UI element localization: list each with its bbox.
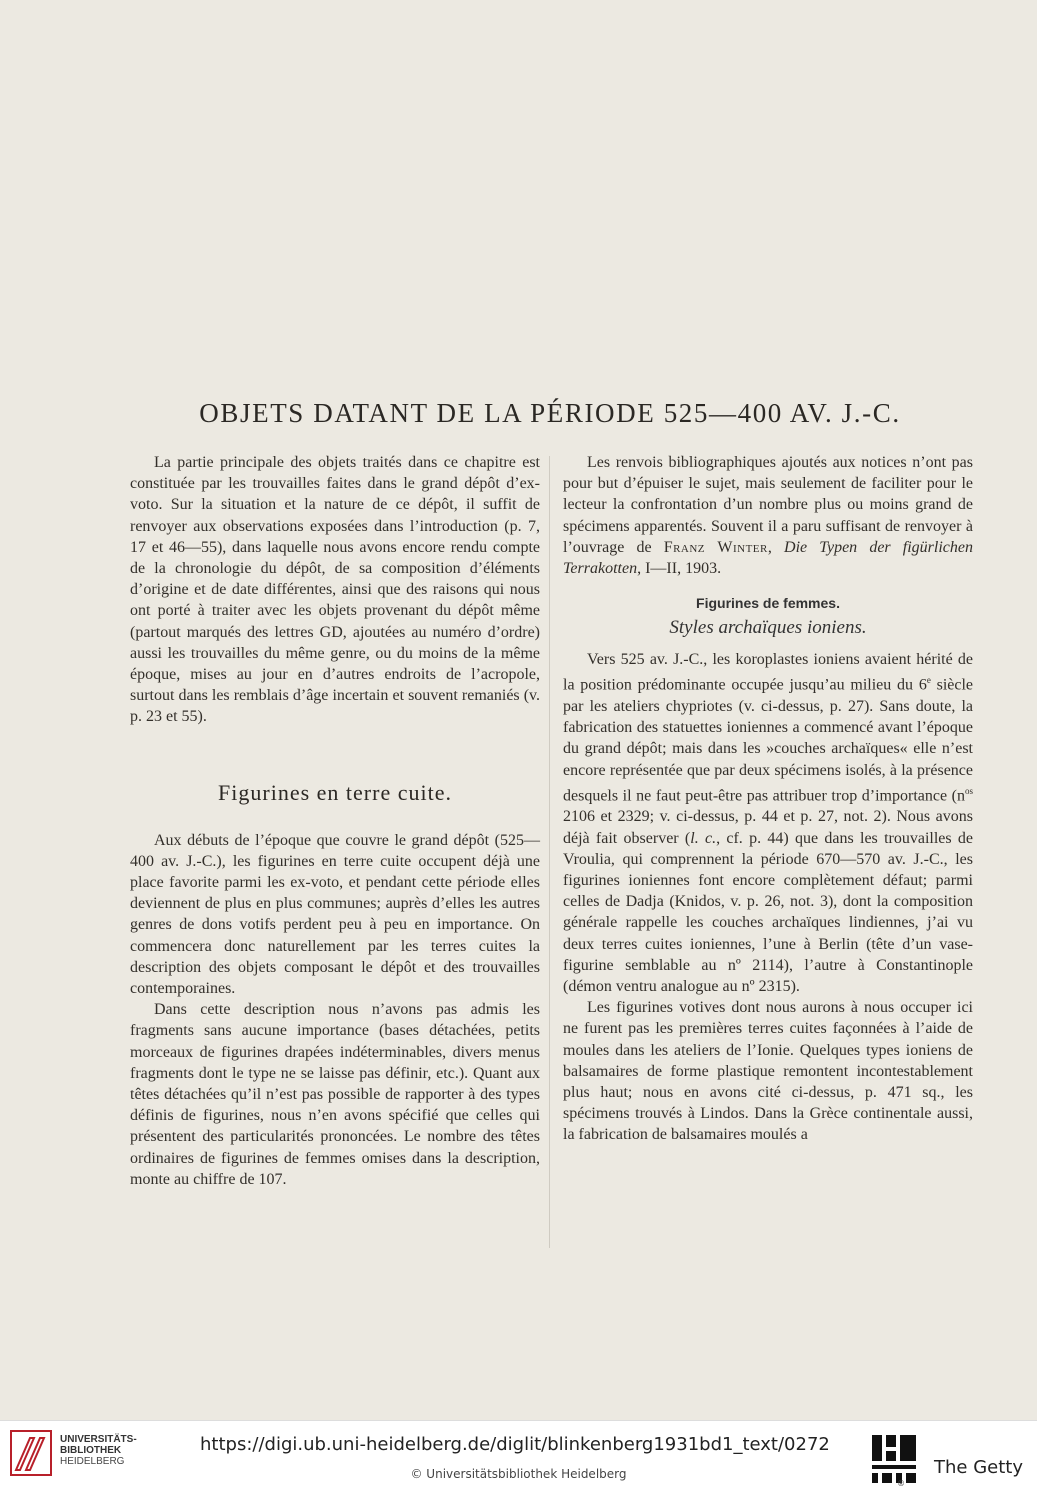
getty-logo-icon [872, 1435, 916, 1483]
ionian-paragraph: Vers 525 av. J.-C., les koroplastes ioniens avaient hérité de la position prédominante occupée jusqu’au milieu du 6e siècle par les ateliers chypriotes (v. ci-dessus, p. 27). Sans doute, la fabrication des statuettes ioniennes a commencé avant l’époque du grand dépôt; mais dans les »couches archaïques« elle n’est encore représentée que par deux spécimens isolés, à la présence desquels il ne faut peut-être pas attribuer trop d’importance ($n^{os}$ 2106 et 2329; v. ci-dessus, p. 44 et p. 27, not. 2). Nous avons déjà fait observer (l. c., cf. p. 44) que dans les trouvailles de Vroulia, qui comprennent la période 670—570 av. J.-C., les figurines ioniennes font encore complètement défaut; parmi celles de Dadja (Knidos, v. p. 26, not. 3), dont la composition générale rappelle les couches archaïques lindiennes, j’ai vu deux terres cuites ioniennes, l’une à Berlin (tête d’un vase-figurine semblable au nº 2114), l’autre à Constantinople (démon ventru analogue au nº 2315). [563, 651, 974, 995]
column-divider [549, 456, 550, 1248]
registered-mark: ® [897, 1479, 905, 1488]
subsection-subheading: Styles archaïques ioniens. [669, 617, 867, 639]
copyright-notice: © Universitätsbibliothek Heidelberg [410, 1467, 627, 1481]
right-column [563, 452, 973, 1146]
subsection-heading: Figurines de femmes. [696, 595, 840, 612]
terracotta-paragraph-1: Aux débuts de l’époque que couvre le grand dépôt (525—400 av. J.-C.), les figurines en terre cuite occupent déjà une place favorite parmi les ex-voto, et pendant cette période elles deviennent de plus en plus communes; auprès d’elles les autres genres de dons votifs perdent peu à peu en importance. On commencera donc naturellement par les terres cuites la description des objets composant le dépôt et des trouvailles contemporaines. [130, 831, 540, 998]
terracotta-paragraph-2: Dans cette description nous n’avons pas admis les fragments sans aucune importance (bases détachées, petits morceaux de figurines drapées indéterminables, divers menus fragments dont le type ne se laisse pas définir, etc.). Quant aux têtes détachées qu’il n’est pas possible de rapporter à des types définis de figurines, nous n’en avons spécifié que celles qui présentent des particularités prononcées. Le nombre des têtes ordinaires de figurines de femmes omises dans la description, monte au chiffre de 107. [130, 1001, 540, 1188]
author-name: Franz Winter [663, 538, 768, 556]
permalink-url[interactable]: https://digi.ub.uni-heidelberg.de/diglit/blinkenberg1931bd1_text/0272 [200, 1434, 830, 1455]
left-column [130, 452, 540, 1190]
section-heading: Figurines en terre cuite. [218, 779, 452, 805]
viewer-footer [0, 1420, 1037, 1494]
bibliography-paragraph: Les renvois bibliographiques ajoutés aux notices n’ont pas pour but d’épuiser le sujet, mais seulement de faciliter pour le lecteur la confrontation d’un nombre plus ou moins grand de spécimens apparentés. Souvent il a paru suffisant de renvoyer à l’ouvrage de Franz Winter, Die Typen der figürlichen Terrakotten, I—II, 1903. [563, 454, 973, 578]
votive-paragraph: Les figurines votives dont nous aurons à nous occuper ici ne furent pas les premières terres cuites façonnées à l’aide de moules dans les ateliers de l’Ionie. Quelques types ioniens de balsamaires de forme plastique remontent incontestablement plus haut; nous en avons cité ci-dessus, p. 471 sq., les spécimens trouvés à Lindos. Dans la Grèce continentale aussi, la fabrication de balsamaires moulés a [563, 999, 973, 1144]
intro-paragraph: La partie principale des objets traités dans ce chapitre est constituée par les trouvailles faites dans le grand dépôt d’ex-voto. Sur la situation et la nature de ce dépôt, il suffit de renvoyer aux observations exposées dans l’introduction (p. 7, 17 et 46—55), dans laquelle nous avons encore rendu compte de la chronologie du dépôt, de sa composition d’éléments d’origine et de date différentes, ainsi que des raisons qui nous ont porté à traiter avec les objets provenant du dépôt même (partout marqués des lettres GD, ajoutées au numéro d’ordre) aussi les trouvailles du même genre, ou du moins de la même époque, mises au jour en d’autres endroits de l’acropole, surtout dans les remblais d’âge incertain et souvent remaniés (v. p. 23 et 55). [130, 454, 540, 726]
page-title: OBJETS DATANT DE LA PÉRIODE 525—400 AV. J.-C. [199, 398, 901, 428]
library-name: UNIVERSITÄTS- BIBLIOTHEK HEIDELBERG [60, 1434, 137, 1467]
work-title: Die Typen der figürlichen Terrakotten [563, 538, 973, 578]
partner-name: The Getty [934, 1457, 1023, 1478]
